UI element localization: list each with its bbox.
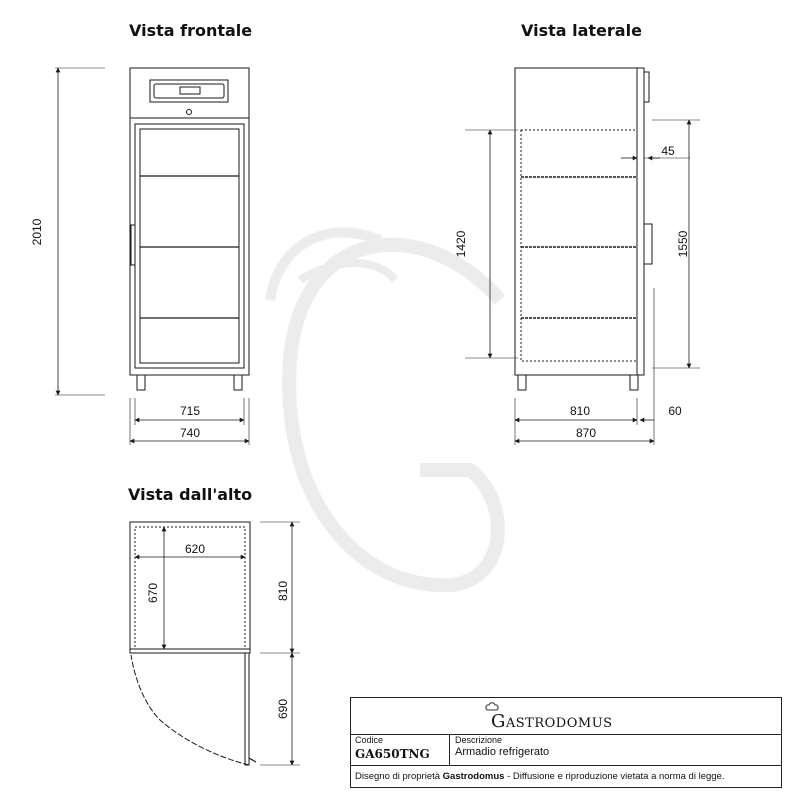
front-door-handle [131, 225, 135, 265]
side-interior [521, 130, 637, 361]
side-view [465, 68, 700, 445]
top-inner-width-label: 620 [184, 542, 206, 556]
top-door-swing-label: 690 [276, 698, 290, 720]
front-door-glass [140, 129, 239, 363]
front-view [55, 68, 249, 445]
front-door-frame [135, 124, 244, 368]
door-swing-arc [131, 655, 249, 765]
code-label: Codice [355, 735, 384, 745]
side-foot-right [630, 375, 638, 390]
top-view-title: Vista dall'alto [128, 485, 253, 504]
top-view [130, 522, 300, 765]
brand-name: GASTRODOMUS [491, 711, 613, 732]
control-screen [180, 87, 200, 94]
front-foot-right [234, 375, 242, 390]
side-depth-label: 810 [569, 404, 591, 418]
top-inner-depth-label: 670 [146, 582, 160, 604]
description-label: Descrizione [455, 735, 503, 745]
side-rear-unit [644, 72, 649, 102]
front-height-label: 2010 [30, 218, 44, 246]
code-value: GA650TNG [355, 747, 430, 761]
title-block-notice-row [351, 765, 781, 788]
front-foot-left [137, 375, 145, 390]
side-door-handle [644, 224, 652, 264]
side-total-depth-label: 870 [575, 426, 597, 440]
title-block-brand-row [351, 698, 781, 735]
title-block-code-row [351, 734, 781, 766]
title-block [350, 697, 782, 788]
side-offset-label: 45 [661, 144, 675, 158]
top-door-open [245, 653, 249, 765]
side-handle-depth-label: 60 [668, 404, 682, 418]
watermark-logo [270, 233, 500, 586]
front-outer-width-label: 740 [179, 426, 201, 440]
front-inner-width-label: 715 [179, 404, 201, 418]
side-handle-height-label: 1550 [676, 230, 690, 258]
front-control-panel [150, 80, 228, 102]
side-foot-left [518, 375, 526, 390]
top-depth-label: 810 [276, 580, 290, 602]
side-shelf-height-label: 1420 [454, 230, 468, 258]
copyright-notice: Disegno di proprietà Gastrodomus - Diffusione e riproduzione vietata a norma di legge. [355, 771, 725, 782]
front-view-title: Vista frontale [129, 21, 253, 40]
control-display [154, 84, 224, 98]
side-view-title: Vista laterale [521, 21, 642, 40]
door-lock [187, 110, 192, 115]
code-cell [351, 734, 450, 765]
description-value: Armadio refrigerato [455, 746, 550, 758]
side-cabinet-outline [515, 68, 644, 375]
